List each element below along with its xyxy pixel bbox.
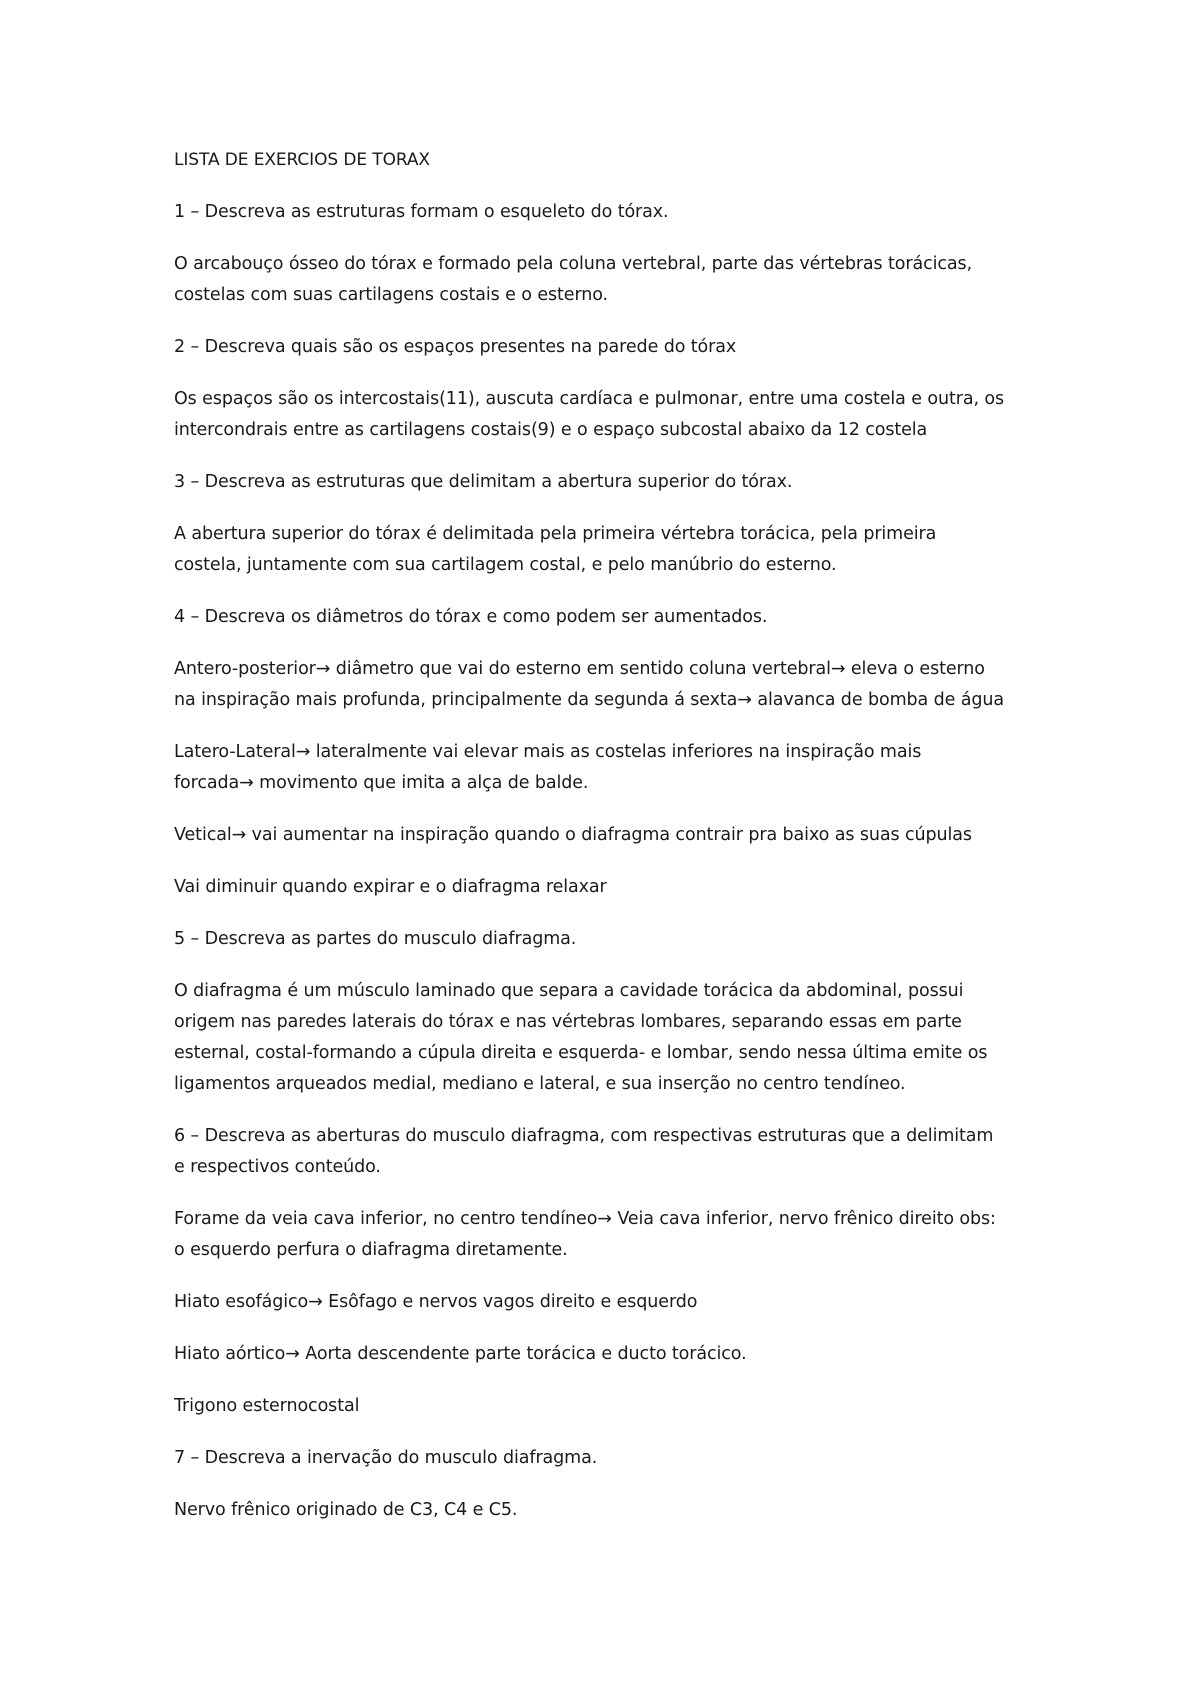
text-line: Antero-posterior→ diâmetro que vai do esterno em sentido coluna vertebral→ eleva o esterno: [174, 659, 985, 679]
paragraph: [174, 519, 1074, 581]
text-line: ligamentos arqueados medial, mediano e lateral, e sua inserção no centro tendíneo.: [174, 1074, 906, 1094]
paragraph: [174, 1443, 1074, 1474]
document-body: [174, 145, 1074, 1526]
text-line: 1 – Descreva as estruturas formam o esqueleto do tórax.: [174, 202, 669, 222]
text-line: e respectivos conteúdo.: [174, 1157, 381, 1177]
paragraph: [174, 1121, 1074, 1183]
text-line: Hiato aórtico→ Aorta descendente parte torácica e ducto torácico.: [174, 1344, 747, 1364]
paragraph: [174, 332, 1074, 363]
paragraph: [174, 1391, 1074, 1422]
paragraph: [174, 197, 1074, 228]
paragraph: [174, 249, 1074, 311]
text-line: Vai diminuir quando expirar e o diafragma relaxar: [174, 877, 607, 897]
text-line: forcada→ movimento que imita a alça de balde.: [174, 773, 589, 793]
paragraph: [174, 1204, 1074, 1266]
paragraph: [174, 872, 1074, 903]
paragraph: [174, 976, 1074, 1100]
text-line: Vetical→ vai aumentar na inspiração quando o diafragma contrair pra baixo as suas cúpulas: [174, 825, 972, 845]
text-line: 5 – Descreva as partes do musculo diafragma.: [174, 929, 577, 949]
paragraph: [174, 654, 1074, 716]
text-line: origem nas paredes laterais do tórax e nas vértebras lombares, separando essas em parte: [174, 1012, 962, 1032]
paragraph: [174, 467, 1074, 498]
document-title: LISTA DE EXERCIOS DE TORAX: [174, 150, 430, 170]
text-line: o esquerdo perfura o diafragma diretamente.: [174, 1240, 568, 1260]
paragraph: [174, 924, 1074, 955]
text-line: Latero-Lateral→ lateralmente vai elevar mais as costelas inferiores na inspiração mais: [174, 742, 922, 762]
text-line: 6 – Descreva as aberturas do musculo diafragma, com respectivas estruturas que a delimitam: [174, 1126, 994, 1146]
text-line: Forame da veia cava inferior, no centro tendíneo→ Veia cava inferior, nervo frênico direito obs:: [174, 1209, 996, 1229]
text-line: 7 – Descreva a inervação do musculo diafragma.: [174, 1448, 598, 1468]
text-line: Trigono esternocostal: [174, 1396, 360, 1416]
text-line: O diafragma é um músculo laminado que separa a cavidade torácica da abdominal, possui: [174, 981, 964, 1001]
paragraph-list: [174, 197, 1074, 1526]
text-line: 3 – Descreva as estruturas que delimitam a abertura superior do tórax.: [174, 472, 793, 492]
text-line: costela, juntamente com sua cartilagem costal, e pelo manúbrio do esterno.: [174, 555, 837, 575]
text-line: 2 – Descreva quais são os espaços presentes na parede do tórax: [174, 337, 737, 357]
text-line: 4 – Descreva os diâmetros do tórax e como podem ser aumentados.: [174, 607, 768, 627]
paragraph: [174, 820, 1074, 851]
text-line: intercondrais entre as cartilagens costais(9) e o espaço subcostal abaixo da 12 costela: [174, 420, 928, 440]
paragraph: [174, 1495, 1074, 1526]
text-line: A abertura superior do tórax é delimitada pela primeira vértebra torácica, pela primeira: [174, 524, 937, 544]
text-line: esternal, costal-formando a cúpula direita e esquerda- e lombar, sendo nessa última emite os: [174, 1043, 988, 1063]
text-line: Hiato esofágico→ Esôfago e nervos vagos direito e esquerdo: [174, 1292, 698, 1312]
paragraph: [174, 384, 1074, 446]
text-line: costelas com suas cartilagens costais e o esterno.: [174, 285, 609, 305]
paragraph: [174, 1339, 1074, 1370]
paragraph: [174, 602, 1074, 633]
text-line: Os espaços são os intercostais(11), auscuta cardíaca e pulmonar, entre uma costela e outra, os: [174, 389, 1005, 409]
text-line: O arcabouço ósseo do tórax e formado pela coluna vertebral, parte das vértebras torácicas,: [174, 254, 973, 274]
text-line: Nervo frênico originado de C3, C4 e C5.: [174, 1500, 518, 1520]
paragraph: [174, 1287, 1074, 1318]
text-line: na inspiração mais profunda, principalmente da segunda á sexta→ alavanca de bomba de água: [174, 690, 1004, 710]
paragraph: [174, 737, 1074, 799]
